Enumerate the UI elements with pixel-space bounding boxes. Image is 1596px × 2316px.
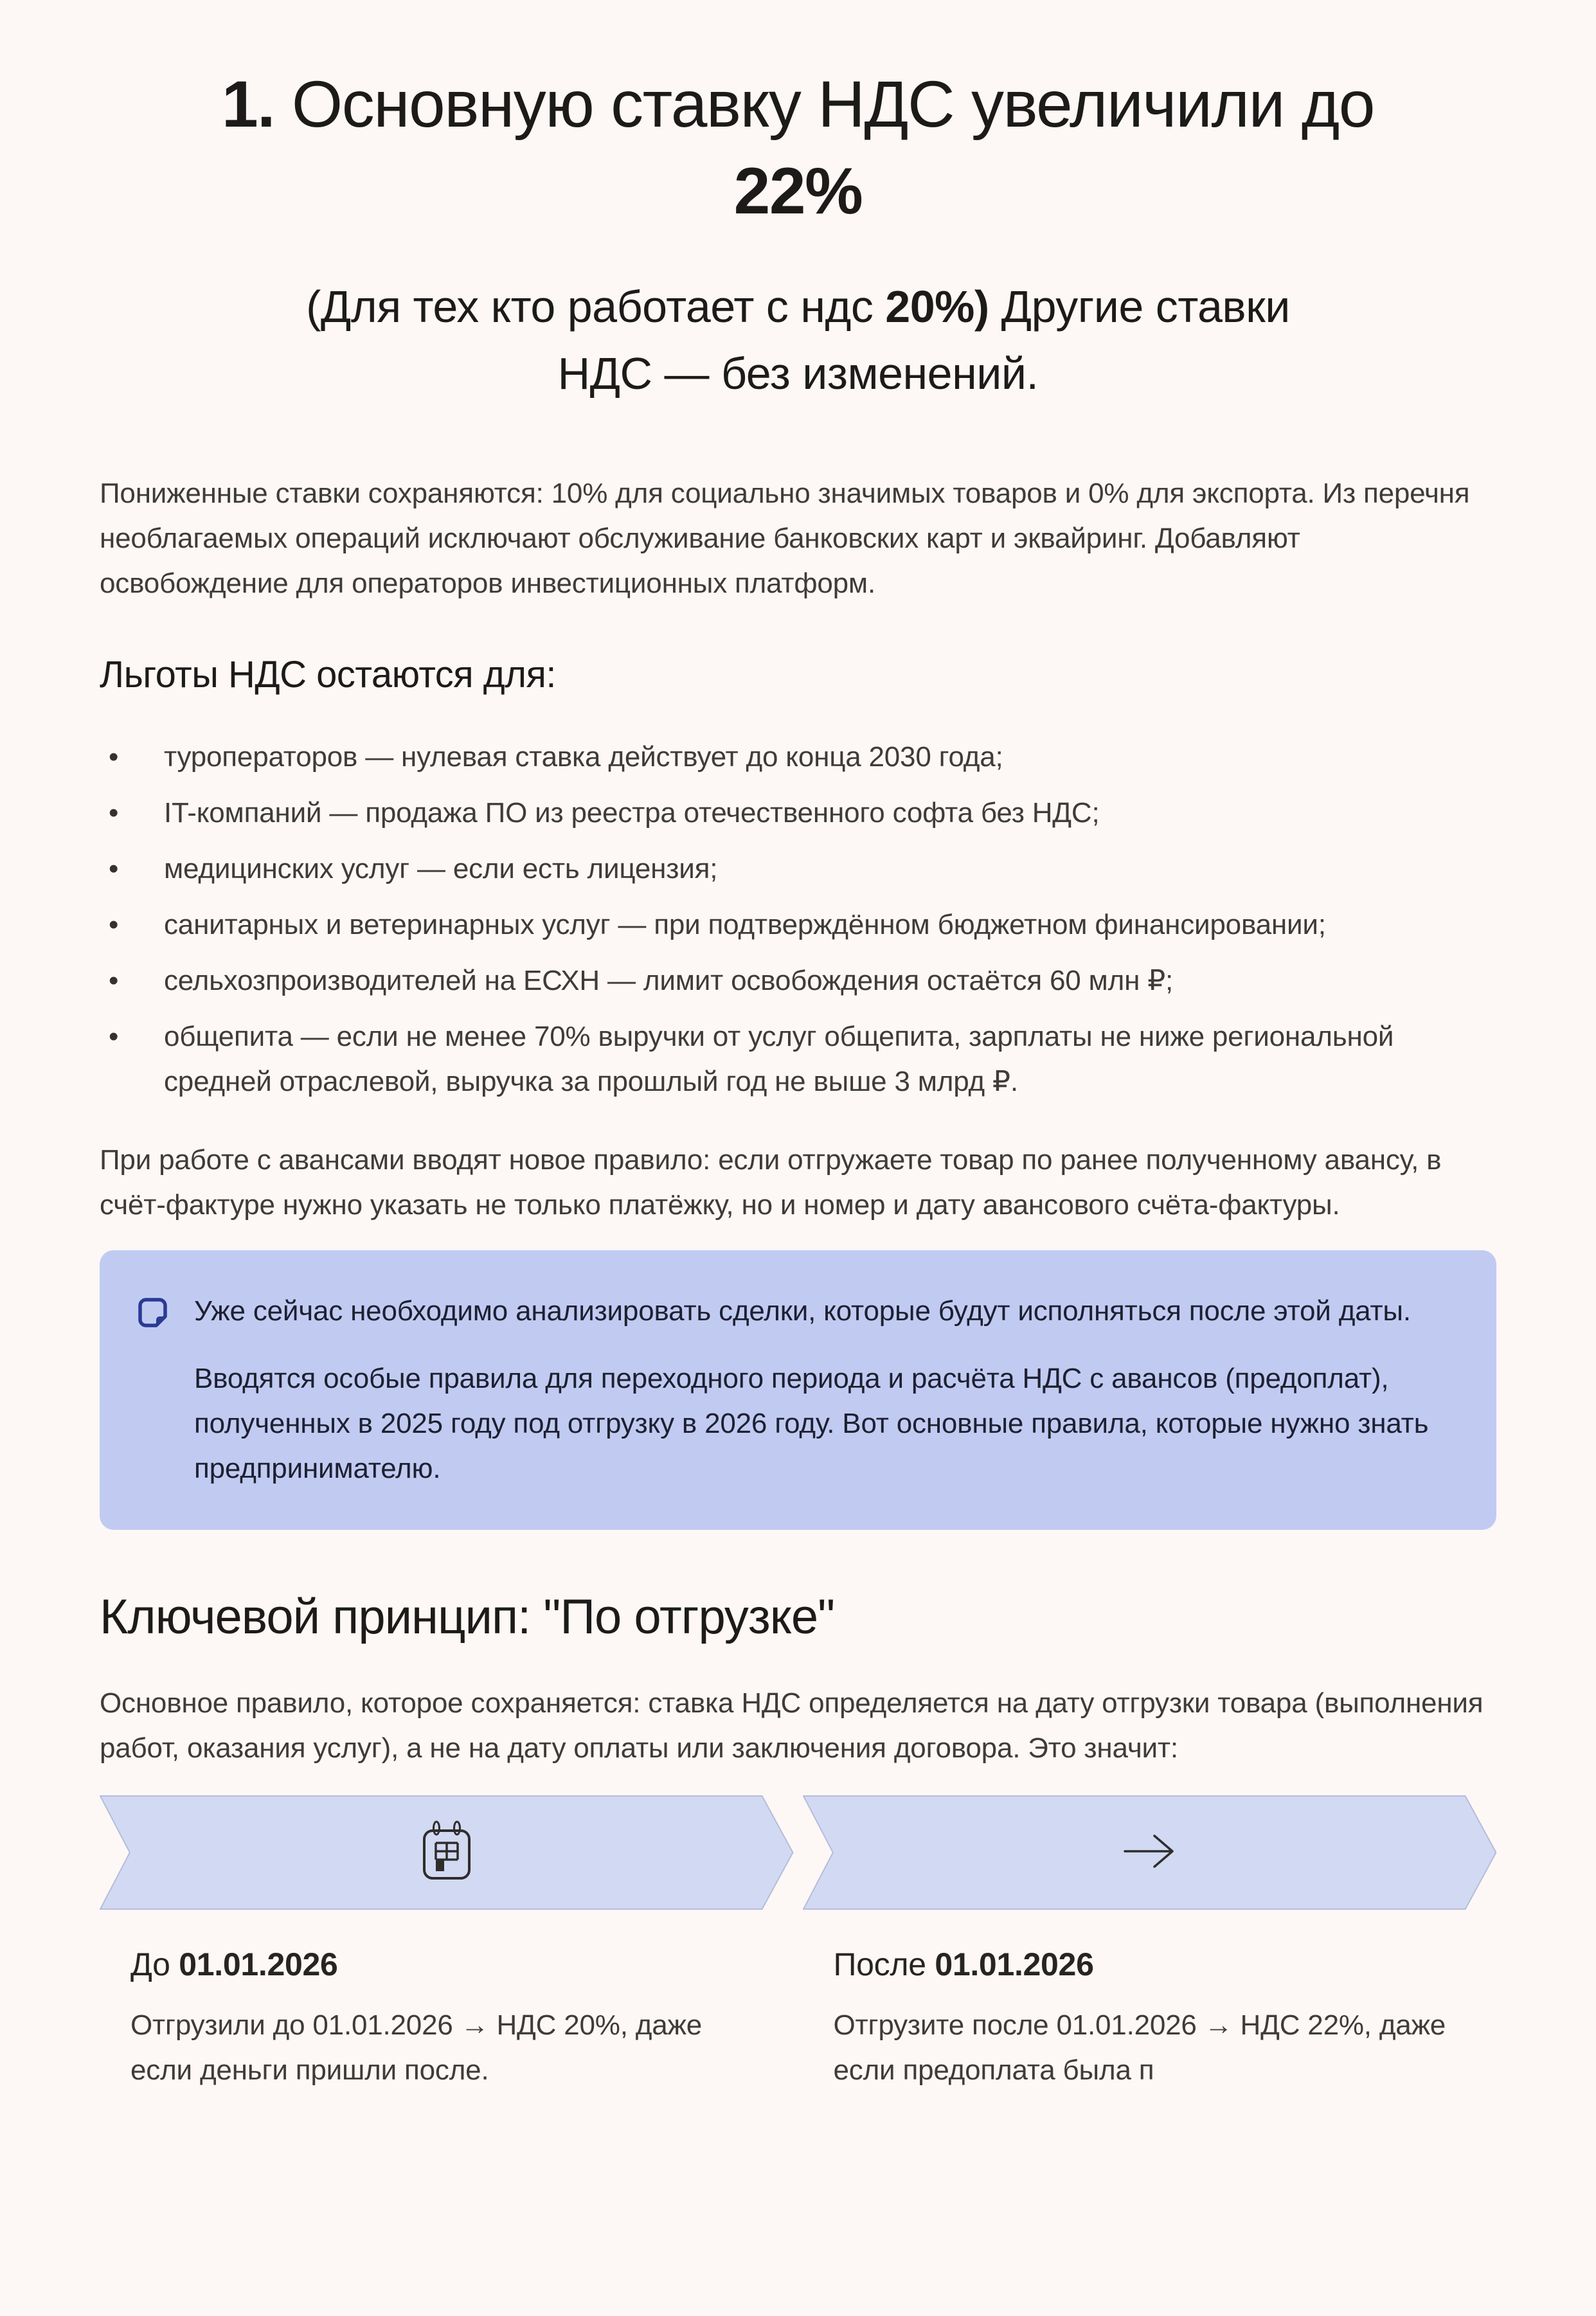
principle-paragraph: Основное правило, которое сохраняется: ставка НДС определяется на дату отгрузки товара (выполнения работ, оказания услуг), а не на дату оплаты или заключения договора. Это значит: — [100, 1687, 1484, 1764]
after-label-prefix: После — [833, 1946, 935, 1982]
list-item: • общепита — если не менее 70% выручки от услуг общепита, зарплаты не ниже региональной средней отраслевой, выручка за прошлый год не выше 3 млрд ₽. — [100, 1014, 1496, 1104]
before-label-date: 01.01.2026 — [179, 1946, 338, 1982]
arrow-right-icon — [1117, 1831, 1181, 1875]
title-number: 1. — [221, 67, 275, 141]
before-date-label — [100, 1945, 794, 1984]
timeline — [100, 1795, 1496, 2093]
before-description: Отгрузили до 01.01.2026 → НДС 20%, даже если деньги пришли после. — [130, 2009, 703, 2086]
advance-note-paragraph: При работе с авансами вводят новое правило: если отгружаете товар по ранее полученному авансу, в счёт-фактуре нужно указать не только платёжку, но и номер и дату авансового счёта-фактуры. — [100, 1144, 1442, 1221]
list-item: • санитарных и ветеринарных услуг — при подтверждённом бюджетном финансировании; — [100, 902, 1496, 947]
after-description: Отгрузите после 01.01.2026 → НДС 22%, даже если предоплата была п — [833, 2009, 1446, 2086]
subtitle-part1: (Для тех кто работает с ндс — [306, 282, 886, 332]
subtitle-part2: Другие ставки — [989, 282, 1290, 332]
intro-paragraph: Пониженные ставки сохраняются: 10% для социально значимых товаров и 0% для экспорта. Из перечня необлагаемых операций исключают обслуживание банковских карт и эквайринг. Добавляют освобождение для операторов инвестиционных платформ. — [100, 478, 1470, 599]
info-callout — [100, 1250, 1496, 1530]
benefits-heading: Льготы НДС остаются для: — [100, 654, 556, 696]
list-item: • медицинских услуг — если есть лицензия; — [100, 847, 1496, 892]
title-text: Основную ставку НДС увеличили до — [274, 67, 1375, 141]
list-item: • сельхозпроизводителей на ЕСХН — лимит освобождения остаётся 60 млн ₽; — [100, 958, 1496, 1003]
before-label-prefix: До — [130, 1946, 179, 1982]
principle-heading: Ключевой принцип: "По отгрузке" — [100, 1590, 835, 1644]
callout-paragraph-1: Уже сейчас необходимо анализировать сделки, которые будут исполняться после этой даты. — [194, 1295, 1411, 1327]
chevron-banner-after — [803, 1795, 1497, 1910]
callout-paragraph-2: Вводятся особые правила для переходного периода и расчёта НДС с авансов (предоплат), полученных в 2025 году под отгрузку в 2026 году. Вот основные правила, которые нужно знать предпринимателю. — [194, 1363, 1429, 1484]
title-percent: 22% — [733, 154, 863, 228]
list-item: • IT-компаний — продажа ПО из реестра отечественного софта без НДС; — [100, 791, 1496, 836]
note-icon — [135, 1295, 170, 1333]
after-date-label — [803, 1945, 1497, 1984]
timeline-after-column — [803, 1795, 1497, 2093]
document-page — [0, 61, 1596, 2316]
benefits-list — [100, 735, 1496, 1104]
page-subtitle — [100, 273, 1496, 407]
page-title — [100, 61, 1496, 235]
calendar-icon — [418, 1820, 475, 1886]
after-label-date: 01.01.2026 — [935, 1946, 1094, 1982]
subtitle-bold: 20%) — [885, 282, 989, 332]
callout-text — [194, 1289, 1457, 1491]
subtitle-part3: НДС — без изменений. — [557, 348, 1039, 399]
list-item: • туроператоров — нулевая ставка действует до конца 2030 года; — [100, 735, 1496, 780]
timeline-before-column — [100, 1795, 794, 2093]
chevron-banner-before — [100, 1795, 794, 1910]
